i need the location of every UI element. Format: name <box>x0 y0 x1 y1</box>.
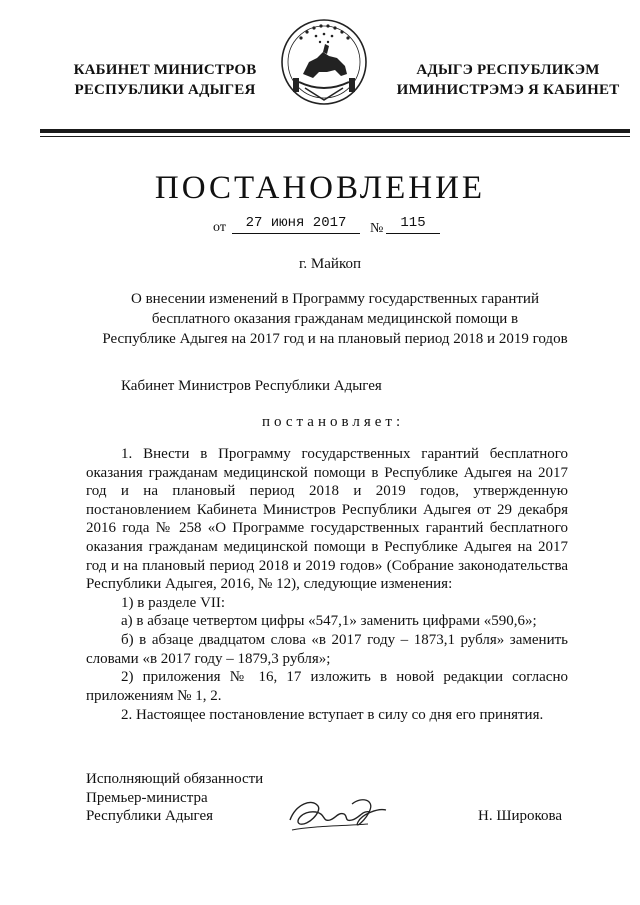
document-date: 27 июня 2017 <box>232 215 360 234</box>
body-item-1: 1. Внести в Программу государственных гарантий бесплатного оказания гражданам медицинской помощи в Республике Адыгея на 2017 год и на плановый период 2018 и 2019 годов, утвержденную постановлением Кабинета Министров Республики Адыгея от 29 декабря 2016 года № 258 «О Программе государственных гарантий бесплатного оказания гражданам медицинской помощи в Республике Адыгея на 2017 год и на плановый период 2018 и 2019 годов» (Собрание законодательства Республики Адыгея, 2016, № 12), следующие изменения: <box>86 446 568 593</box>
issuer-line: РЕСПУБЛИКИ АДЫГЕЯ <box>74 82 256 98</box>
body-subitem-1a: а) в абзаце четвертом цифры «547,1» заменить цифрами «590,6»; <box>121 613 537 630</box>
handwritten-signature-icon <box>282 786 402 836</box>
position-line: Республики Адыгея <box>86 808 214 825</box>
issuer-name-russian <box>60 60 270 100</box>
document-type-title: ПОСТАНОВЛЕНИЕ <box>154 170 486 206</box>
body-item-2: 2. Настоящее постановление вступает в силу со дня его принятия. <box>121 707 544 723</box>
number-prefix: № <box>370 221 384 236</box>
header-divider-thin <box>40 136 630 137</box>
place-of-issue: г. Майкоп <box>298 256 362 272</box>
subject-line: О внесении изменений в Программу государственных гарантий <box>131 291 539 307</box>
subject-line: Республике Адыгея на 2017 год и на плановый период 2018 и 2019 годов <box>102 331 568 347</box>
body-subitem-1b: б) в абзаце двадцатом слова «в 2017 году – 1873,1 рубля» заменить словами «в 2017 году – 1879,3 рубля»; <box>86 631 568 667</box>
issuer-line: КАБИНЕТ МИНИСТРОВ <box>73 62 257 78</box>
signatory-name: Н. Широкова <box>478 808 563 824</box>
document-body <box>86 445 568 705</box>
document-subject <box>95 289 575 349</box>
document-number: 115 <box>386 215 440 234</box>
position-line: Исполняющий обязанности <box>86 771 264 787</box>
header-divider-thick <box>40 129 630 133</box>
body-subitem-1: 1) в разделе VII: <box>121 594 226 611</box>
issuer-line: АДЫГЭ РЕСПУБЛИКЭМ <box>416 62 600 78</box>
resolution-verb: постановляет: <box>262 414 405 430</box>
subject-line: бесплатного оказания гражданам медицинской помощи в <box>151 311 519 327</box>
enacting-body: Кабинет Министров Республики Адыгея <box>121 378 382 394</box>
state-emblem-icon <box>279 12 369 112</box>
issuer-name-adyghe <box>392 60 624 100</box>
date-prefix: от <box>213 220 226 235</box>
position-line: Премьер-министра <box>86 789 208 806</box>
issuer-line: ИМИНИСТРЭМЭ Я КАБИНЕТ <box>396 82 620 98</box>
signatory-position <box>86 770 263 826</box>
body-subitem-2: 2) приложения № 16, 17 изложить в новой редакции согласно приложениям № 1, 2. <box>86 669 568 704</box>
